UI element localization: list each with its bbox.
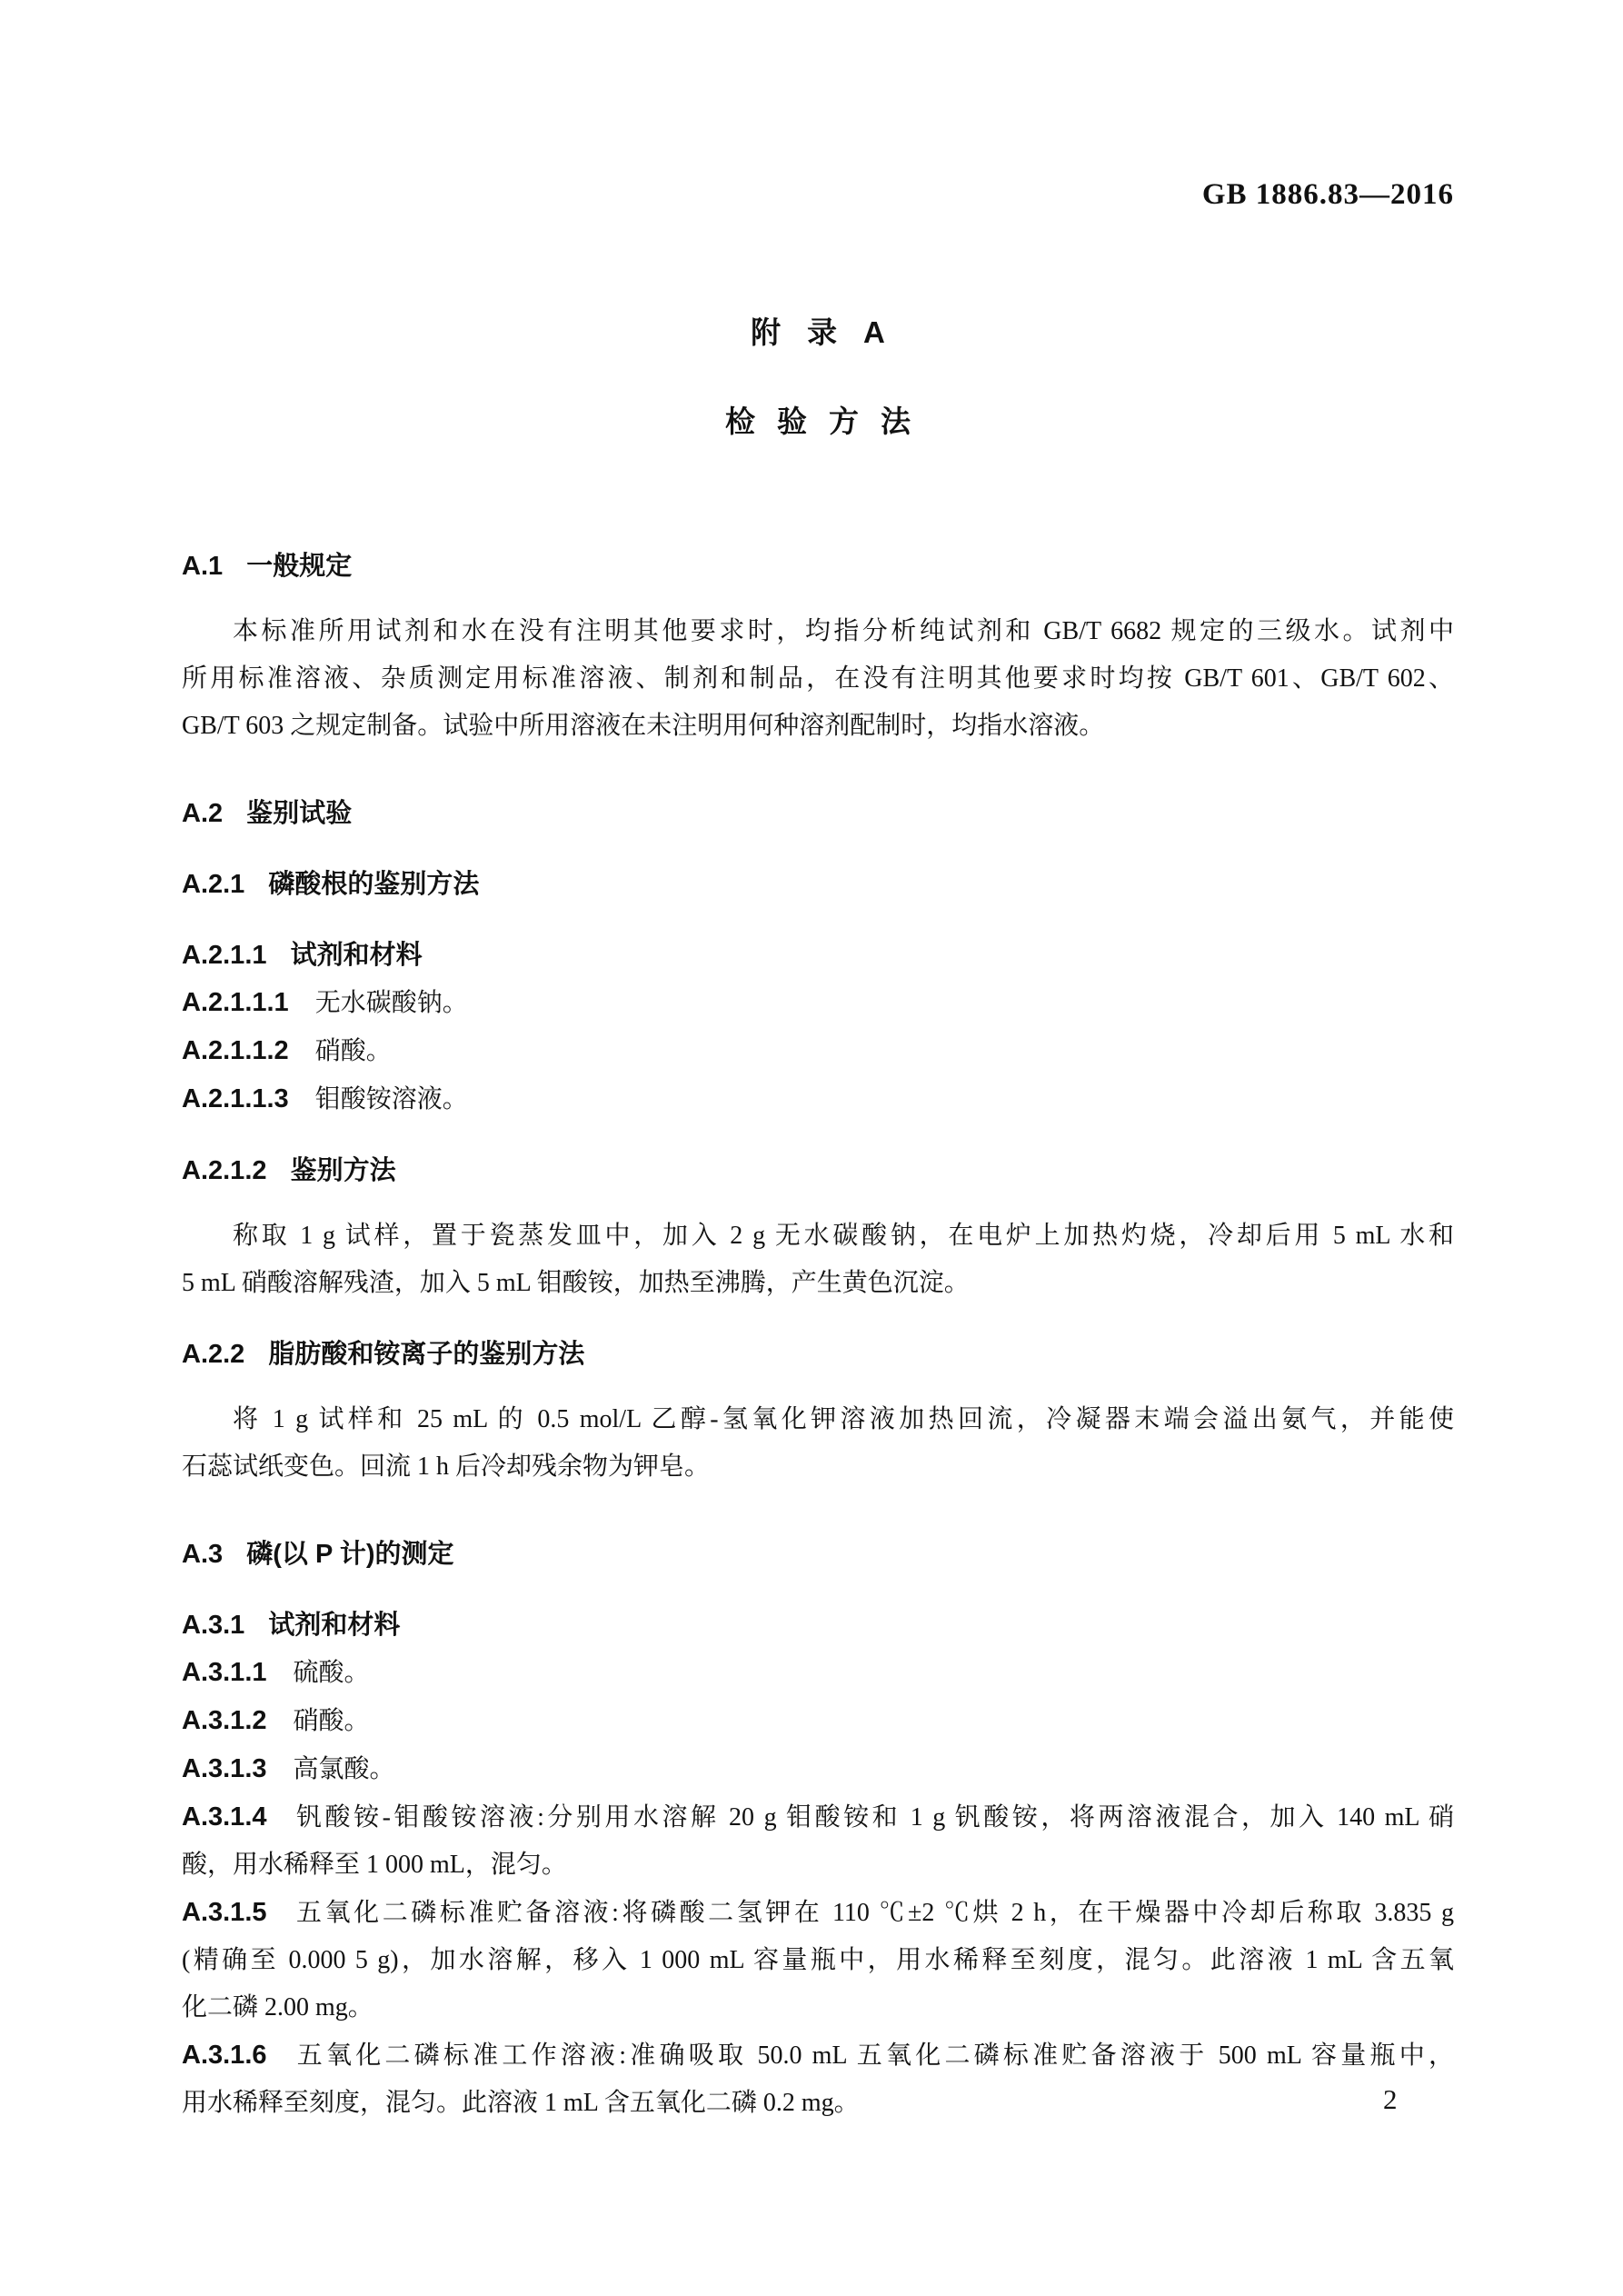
text-line: 石蕊试纸变色。回流 1 h 后冷却残余物为钾皂。 (182, 1452, 711, 1481)
item-text: 硫酸。 (293, 1659, 370, 1687)
text-line: 5 mL 硝酸溶解残渣，加入 5 mL 钼酸铵，加热至沸腾，产生黄色沉淀。 (182, 1269, 970, 1297)
clause-heading-A.2 (182, 790, 1454, 837)
item-number: A.3.1.6 (182, 2041, 267, 2070)
item-text: 无水碳酸钠。 (314, 989, 468, 1017)
item-text: 硝酸。 (314, 1037, 392, 1065)
standard-code-header: GB 1886.83—2016 (1201, 178, 1454, 211)
item-number: A.2.1.1.1 (182, 988, 289, 1017)
clause-item-A.2.1.1.2 (182, 1027, 1454, 1075)
text-line: 酸，用水稀释至 1 000 mL，混匀。 (182, 1851, 567, 1879)
text-line (182, 1075, 1454, 1123)
text-line (182, 1745, 1454, 1793)
clause-item-A.3.1.3 (182, 1745, 1454, 1793)
item-text: 五氧化二磷标准工作溶液:准确吸取 50.0 mL 五氧化二磷标准贮备溶液于 500 mL 容量瓶中， (293, 2041, 1454, 2070)
clause-number: A.3 (182, 1540, 224, 1569)
clause-item-A.3.1.6 (182, 2031, 1454, 2127)
clause-title: 鉴别试验 (246, 799, 353, 828)
clause-heading-A.3 (182, 1531, 1454, 1578)
text-line: 用水稀释至刻度，混匀。此溶液 1 mL 含五氧化二磷 0.2 mg。 (182, 2089, 860, 2117)
clause-number: A.2 (182, 799, 224, 828)
text-line: 所用标准溶液、杂质测定用标准溶液、制剂和制品，在没有注明其他要求时均按 GB/T 601、GB/T 602、 (182, 664, 1454, 693)
clause-heading-A.2.1 (182, 861, 1454, 908)
text-line (182, 1649, 1454, 1697)
clause-number: A.2.1.2 (182, 1156, 267, 1185)
clause-title: 一般规定 (246, 552, 353, 581)
clause-item-A.3.1.4 (182, 1793, 1454, 1889)
text-line: GB/T 603 之规定制备。试验中所用溶液在未注明用何种溶剂配制时，均指水溶液。 (182, 712, 1105, 740)
clause-item-A.3.1.2 (182, 1697, 1454, 1745)
clause-number: A.2.1 (182, 870, 245, 899)
clause-item-A.3.1.5 (182, 1889, 1454, 2031)
text-line (182, 1793, 1454, 1842)
clause-title: 磷(以 P 计)的测定 (246, 1540, 454, 1569)
item-text: 五氧化二磷标准贮备溶液:将磷酸二氢钾在 110 ℃±2 ℃烘 2 h，在干燥器中冷却后称取 3.835 g (293, 1899, 1454, 1927)
paragraph (182, 1213, 1454, 1307)
text-line (182, 1027, 1454, 1075)
page-number: 2 (1383, 2083, 1398, 2115)
text-line (182, 979, 1454, 1027)
item-number: A.2.1.1.2 (182, 1036, 289, 1065)
clause-number: A.2.2 (182, 1340, 245, 1369)
item-number: A.3.1.4 (182, 1802, 267, 1832)
item-text: 硝酸。 (293, 1707, 370, 1735)
paragraph (182, 1396, 1454, 1491)
clause-heading-A.2.1.1 (182, 932, 1454, 979)
appendix-subtitle: 检 验 方 法 (724, 404, 911, 438)
clause-title: 脂肪酸和铵离子的鉴别方法 (268, 1340, 585, 1369)
clause-title: 试剂和材料 (268, 1611, 401, 1640)
text-line: 将 1 g 试样和 25 mL 的 0.5 mol/L 乙醇-氢氧化钾溶液加热回流，冷凝器末端会溢出氨气，并能使 (233, 1405, 1454, 1433)
text-line: (精确至 0.000 5 g)，加水溶解，移入 1 000 mL 容量瓶中，用水稀释至刻度，混匀。此溶液 1 mL 含五氧 (182, 1946, 1454, 1974)
item-text: 钼酸铵溶液。 (314, 1085, 468, 1113)
item-number: A.3.1.2 (182, 1706, 267, 1735)
clause-heading-A.2.1.2 (182, 1147, 1454, 1194)
text-line: 化二磷 2.00 mg。 (182, 1993, 373, 2021)
text-line: 称取 1 g 试样，置于瓷蒸发皿中，加入 2 g 无水碳酸钠，在电炉上加热灼烧，冷却后用 5 mL 水和 (233, 1222, 1454, 1250)
item-number: A.3.1.5 (182, 1898, 267, 1927)
clause-heading-A.2.2 (182, 1331, 1454, 1378)
item-number: A.3.1.3 (182, 1754, 267, 1783)
clause-title: 磷酸根的鉴别方法 (268, 870, 480, 899)
clause-title: 试剂和材料 (290, 941, 423, 970)
clause-number: A.1 (182, 552, 224, 581)
clause-number: A.2.1.1 (182, 941, 267, 970)
clause-item-A.3.1.1 (182, 1649, 1454, 1697)
item-text: 钒酸铵-钼酸铵溶液:分别用水溶解 20 g 钼酸铵和 1 g 钒酸铵，将两溶液混合，加入 140 mL 硝 (293, 1803, 1454, 1832)
document-body (182, 503, 1454, 2127)
clause-number: A.3.1 (182, 1611, 245, 1640)
text-line (182, 1697, 1454, 1745)
clause-item-A.2.1.1.3 (182, 1075, 1454, 1123)
clause-heading-A.1 (182, 543, 1454, 590)
item-number: A.2.1.1.3 (182, 1084, 289, 1113)
appendix-title: 附 录 A (751, 315, 885, 349)
clause-title: 鉴别方法 (290, 1156, 396, 1185)
item-text: 高氯酸。 (293, 1755, 395, 1783)
clause-heading-A.3.1 (182, 1602, 1454, 1649)
text-line: 本标准所用试剂和水在没有注明其他要求时，均指分析纯试剂和 GB/T 6682 规定的三级水。试剂中 (233, 617, 1454, 645)
text-line (182, 2031, 1454, 2080)
item-number: A.3.1.1 (182, 1658, 267, 1687)
text-line (182, 1889, 1454, 1937)
clause-item-A.2.1.1.1 (182, 979, 1454, 1027)
paragraph (182, 608, 1454, 750)
